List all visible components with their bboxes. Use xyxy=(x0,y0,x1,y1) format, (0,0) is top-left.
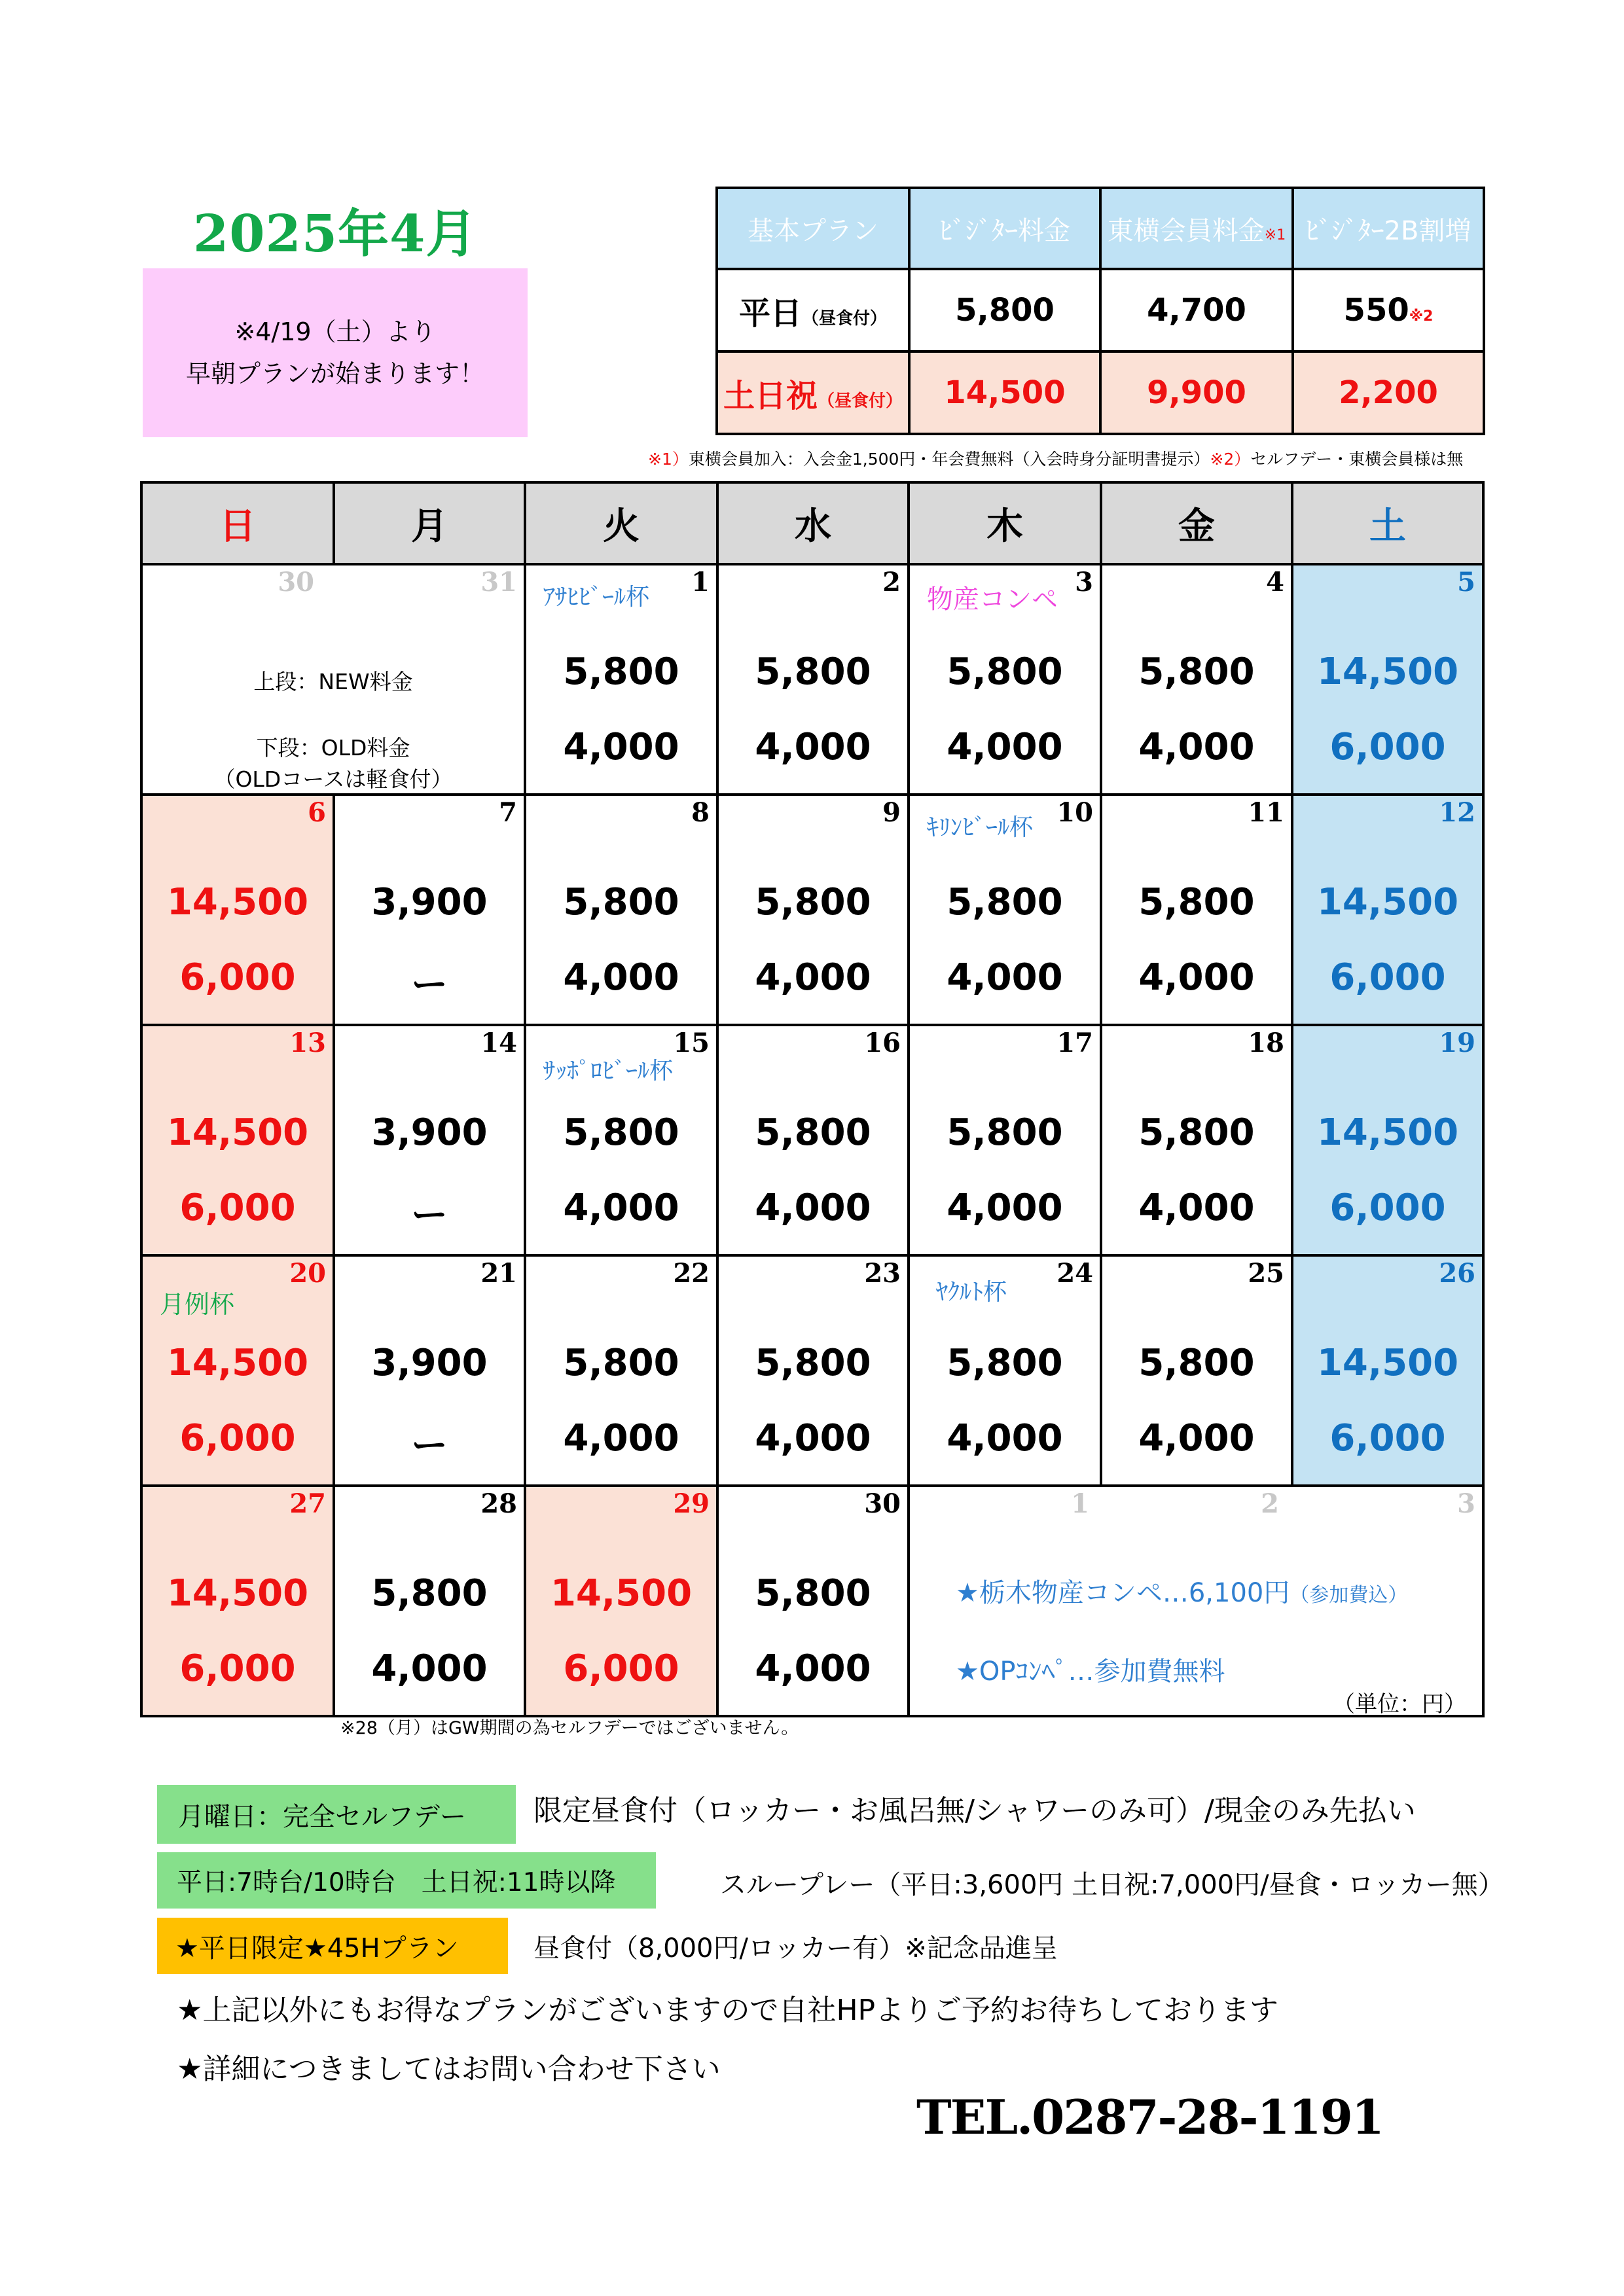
calendar-week-4 xyxy=(141,1255,1483,1486)
plan-weekday-label: 平日（昼食付） xyxy=(717,269,909,351)
price-old: 4,000 xyxy=(563,726,679,768)
day-cell[interactable] xyxy=(525,1486,717,1716)
price-old: 4,000 xyxy=(947,1187,1063,1229)
day-cell[interactable] xyxy=(141,1025,334,1255)
day-number: 5 xyxy=(1457,567,1475,598)
calendar-grid xyxy=(140,481,1485,1717)
price-new: 5,800 xyxy=(563,1342,679,1384)
price-new: 3,900 xyxy=(371,881,488,924)
event-label: ｱｻﾋﾋﾞｰﾙ杯 xyxy=(543,584,650,611)
day-number: 18 xyxy=(1248,1028,1284,1058)
price-old: 6,000 xyxy=(1329,1417,1446,1460)
day-number: 16 xyxy=(864,1028,901,1058)
price-new: 5,800 xyxy=(563,1111,679,1154)
price-old: 4,000 xyxy=(947,956,1063,999)
plan-header-member: 東横会員料金※1 xyxy=(1100,188,1293,269)
calendar-week-3 xyxy=(141,1025,1483,1255)
price-old: 4,000 xyxy=(947,726,1063,768)
price-old: 4,000 xyxy=(563,1187,679,1229)
weekday-fri: 金 xyxy=(1101,482,1292,564)
plan-holiday-visitor: 14,500 xyxy=(909,351,1100,434)
day-cell[interactable] xyxy=(525,1255,717,1486)
price-old: 4,000 xyxy=(755,956,871,999)
event-tochigi-note: ★栃木物産コンペ…6,100円（参加費込） xyxy=(956,1578,1408,1608)
day-number: 27 xyxy=(289,1488,326,1519)
price-old: 6,000 xyxy=(1329,726,1446,768)
plan45-label: ★平日限定★45Hプラン xyxy=(157,1918,508,1974)
price-old: 4,000 xyxy=(1138,1417,1255,1460)
plan-header-visitor: ﾋﾞｼﾞﾀｰ料金 xyxy=(909,188,1100,269)
day-cell[interactable] xyxy=(1101,1255,1292,1486)
event-label: 月例杯 xyxy=(160,1290,235,1319)
plan-price-table xyxy=(715,187,1485,435)
day-cell[interactable] xyxy=(909,1025,1101,1255)
event-label: 物産コンペ xyxy=(927,584,1058,615)
day-number: 2 xyxy=(1261,1488,1279,1519)
day-number: 7 xyxy=(499,797,517,828)
day-cell[interactable] xyxy=(334,795,525,1025)
plan-header-row xyxy=(717,188,1484,269)
price-new: 5,800 xyxy=(1138,651,1255,693)
through-play-label: 平日:7時台/10時台 土日祝:11時以降 xyxy=(157,1852,656,1909)
event-op-note: ★OPｺﾝﾍﾟ…参加費無料 xyxy=(956,1657,1225,1687)
price-new: 14,500 xyxy=(1316,1111,1459,1154)
day-number: 26 xyxy=(1439,1258,1475,1289)
price-old: 4,000 xyxy=(947,1417,1063,1460)
day-number: 23 xyxy=(864,1258,901,1289)
day-number: 6 xyxy=(308,797,326,828)
price-new: 5,800 xyxy=(371,1572,488,1615)
day-cell[interactable] xyxy=(1101,795,1292,1025)
day-number: 29 xyxy=(673,1488,710,1519)
price-old: 4,000 xyxy=(563,1417,679,1460)
day-cell[interactable] xyxy=(334,1255,525,1486)
unit-label: （単位：円） xyxy=(1333,1691,1466,1717)
price-old: 6,000 xyxy=(179,1417,296,1460)
event-label: ﾔｸﾙﾄ杯 xyxy=(936,1279,1007,1306)
price-old: 4,000 xyxy=(755,1417,871,1460)
price-old: 4,000 xyxy=(1138,956,1255,999)
price-old: ー xyxy=(411,1425,448,1467)
plan-weekday-row xyxy=(717,269,1484,351)
price-new: 14,500 xyxy=(166,1572,309,1615)
calendar-week-2 xyxy=(141,795,1483,1025)
price-old: 4,000 xyxy=(1138,726,1255,768)
day-number: 13 xyxy=(289,1028,326,1058)
day-cell[interactable] xyxy=(1101,564,1292,795)
day-number: 12 xyxy=(1439,797,1475,828)
price-old: 4,000 xyxy=(1138,1187,1255,1229)
weekday-thu: 木 xyxy=(909,482,1101,564)
day-number: 21 xyxy=(480,1258,517,1289)
day-cell[interactable] xyxy=(717,1486,909,1716)
price-new: 5,800 xyxy=(1138,881,1255,924)
price-new: 5,800 xyxy=(755,1342,871,1384)
day-number: 25 xyxy=(1248,1258,1284,1289)
price-old: 6,000 xyxy=(179,1647,296,1690)
info-note-1: ★上記以外にもお得なプランがございますので自社HPよりご予約お待ちしております xyxy=(177,1994,1279,2027)
day-number: 19 xyxy=(1439,1028,1475,1058)
price-old: 4,000 xyxy=(371,1647,488,1690)
day-cell[interactable] xyxy=(1292,795,1483,1025)
legend-upper: 上段：NEW料金 xyxy=(253,669,413,694)
day-number: 4 xyxy=(1266,567,1284,598)
price-old: 6,000 xyxy=(1329,1187,1446,1229)
price-old: 4,000 xyxy=(755,1187,871,1229)
day-number: 17 xyxy=(1056,1028,1093,1058)
weekday-mon: 月 xyxy=(334,482,525,564)
day-number: 3 xyxy=(1075,567,1093,598)
weekday-header-row xyxy=(141,482,1483,564)
price-new: 14,500 xyxy=(1316,1342,1459,1384)
event-label: ｷﾘﾝﾋﾞｰﾙ杯 xyxy=(927,814,1034,841)
telephone-number[interactable]: TEL.0287-28-1191 xyxy=(916,2089,1383,2145)
notice-line-2: 早朝プランが始まります！ xyxy=(185,359,484,388)
price-new: 5,800 xyxy=(1138,1342,1255,1384)
price-new: 5,800 xyxy=(947,881,1063,924)
day-cell[interactable] xyxy=(1292,1255,1483,1486)
price-new: 5,800 xyxy=(755,881,871,924)
day-cell[interactable] xyxy=(717,1025,909,1255)
day-cell[interactable] xyxy=(1101,1025,1292,1255)
price-new: 5,800 xyxy=(563,651,679,693)
day-cell[interactable] xyxy=(717,1255,909,1486)
notice-line-1: ※4/19（土）より xyxy=(234,317,436,346)
day-number: 31 xyxy=(480,567,517,598)
day-number: 11 xyxy=(1248,797,1284,828)
price-old: ー xyxy=(411,964,448,1007)
plan-footnote: ※1）東横会員加入：入会金1,500円・年会費無料（入会時身分証明書提示）※2）セルフデー・東横会員様は無 xyxy=(648,450,1464,469)
price-new: 5,800 xyxy=(755,651,871,693)
price-new: 14,500 xyxy=(1316,881,1459,924)
plan45-text: 昼食付（8,000円/ロッカー有）※記念品進呈 xyxy=(533,1933,1058,1964)
day-cell[interactable] xyxy=(334,1025,525,1255)
day-cell[interactable] xyxy=(334,1486,525,1716)
day-cell[interactable] xyxy=(717,795,909,1025)
price-new: 14,500 xyxy=(1316,651,1459,693)
price-old: 4,000 xyxy=(563,956,679,999)
day-cell[interactable] xyxy=(525,795,717,1025)
legend-cell xyxy=(141,564,525,795)
day-cell[interactable] xyxy=(525,1025,717,1255)
calendar-note: ※28（月）はGW期間の為セルフデーではございません。 xyxy=(340,1718,799,1738)
early-plan-notice xyxy=(143,268,528,437)
weekday-sat: 土 xyxy=(1292,482,1483,564)
plan-weekday-2b: 550※2 xyxy=(1293,269,1484,351)
price-new: 3,900 xyxy=(371,1111,488,1154)
price-new: 5,800 xyxy=(755,1572,871,1615)
day-number: 9 xyxy=(882,797,901,828)
day-number: 3 xyxy=(1457,1488,1475,1519)
price-new: 5,800 xyxy=(563,881,679,924)
day-number: 20 xyxy=(289,1258,326,1289)
day-number: 28 xyxy=(480,1488,517,1519)
price-new: 5,800 xyxy=(1138,1111,1255,1154)
plan-holiday-label: 土日祝（昼食付） xyxy=(717,351,909,434)
day-number: 15 xyxy=(673,1028,710,1058)
price-old: 4,000 xyxy=(755,1647,871,1690)
day-number: 1 xyxy=(691,567,710,598)
day-number: 14 xyxy=(480,1028,517,1058)
price-old: 6,000 xyxy=(179,1187,296,1229)
plan-holiday-2b: 2,200 xyxy=(1293,351,1484,434)
price-old: 4,000 xyxy=(755,726,871,768)
day-number: 30 xyxy=(278,567,314,598)
day-number: 10 xyxy=(1056,797,1093,828)
event-label: ｻｯﾎﾟﾛﾋﾞｰﾙ杯 xyxy=(543,1058,674,1085)
price-new: 14,500 xyxy=(550,1572,693,1615)
price-new: 5,800 xyxy=(947,1111,1063,1154)
price-old: 6,000 xyxy=(563,1647,679,1690)
day-number: 30 xyxy=(864,1488,901,1519)
price-new: 14,500 xyxy=(166,1342,309,1384)
plan-weekday-member: 4,700 xyxy=(1100,269,1293,351)
calendar-week-1 xyxy=(141,564,1483,795)
plan-weekday-visitor: 5,800 xyxy=(909,269,1100,351)
monday-self-label: 月曜日：完全セルフデー xyxy=(157,1785,516,1844)
day-cell[interactable] xyxy=(717,564,909,795)
calendar-week-5 xyxy=(141,1486,1483,1716)
plan-holiday-row xyxy=(717,351,1484,434)
through-play-text: スループレー（平日:3,600円 土日祝:7,000円/昼食・ロッカー無） xyxy=(720,1870,1504,1900)
price-old: ー xyxy=(411,1194,448,1237)
plan-header-basic: 基本プラン xyxy=(717,188,909,269)
day-cell[interactable] xyxy=(909,795,1101,1025)
day-cell[interactable] xyxy=(909,564,1101,795)
day-number: 2 xyxy=(882,567,901,598)
monday-self-text: 限定昼食付（ロッカー・お風呂無/シャワーのみ可）/現金のみ先払い xyxy=(533,1794,1416,1827)
price-new: 5,800 xyxy=(755,1111,871,1154)
day-cell[interactable] xyxy=(141,795,334,1025)
info-cell xyxy=(909,1486,1483,1716)
price-new: 5,800 xyxy=(947,1342,1063,1384)
day-cell[interactable] xyxy=(141,1255,334,1486)
price-new: 5,800 xyxy=(947,651,1063,693)
day-cell[interactable] xyxy=(141,1486,334,1716)
plan-header-2b: ﾋﾞｼﾞﾀｰ2B割増 xyxy=(1293,188,1484,269)
day-cell[interactable] xyxy=(1292,1025,1483,1255)
weekday-wed: 水 xyxy=(717,482,909,564)
price-new: 3,900 xyxy=(371,1342,488,1384)
weekday-sun: 日 xyxy=(141,482,334,564)
plan-holiday-member: 9,900 xyxy=(1100,351,1293,434)
day-number: 22 xyxy=(673,1258,710,1289)
price-new: 14,500 xyxy=(166,1111,309,1154)
day-number: 24 xyxy=(1056,1258,1093,1289)
day-cell[interactable] xyxy=(1292,564,1483,795)
price-old: 6,000 xyxy=(179,956,296,999)
info-note-2: ★詳細につきましてはお問い合わせ下さい xyxy=(177,2053,721,2086)
day-cell[interactable] xyxy=(525,564,717,795)
day-number: 8 xyxy=(691,797,710,828)
day-number: 1 xyxy=(1071,1488,1089,1519)
price-new: 14,500 xyxy=(166,881,309,924)
weekday-tue: 火 xyxy=(525,482,717,564)
page-title: 2025年4月 xyxy=(193,204,478,264)
legend-lower: 下段：OLD料金 （OLDコースは軽食付） xyxy=(213,735,453,792)
price-old: 6,000 xyxy=(1329,956,1446,999)
day-cell[interactable] xyxy=(909,1255,1101,1486)
